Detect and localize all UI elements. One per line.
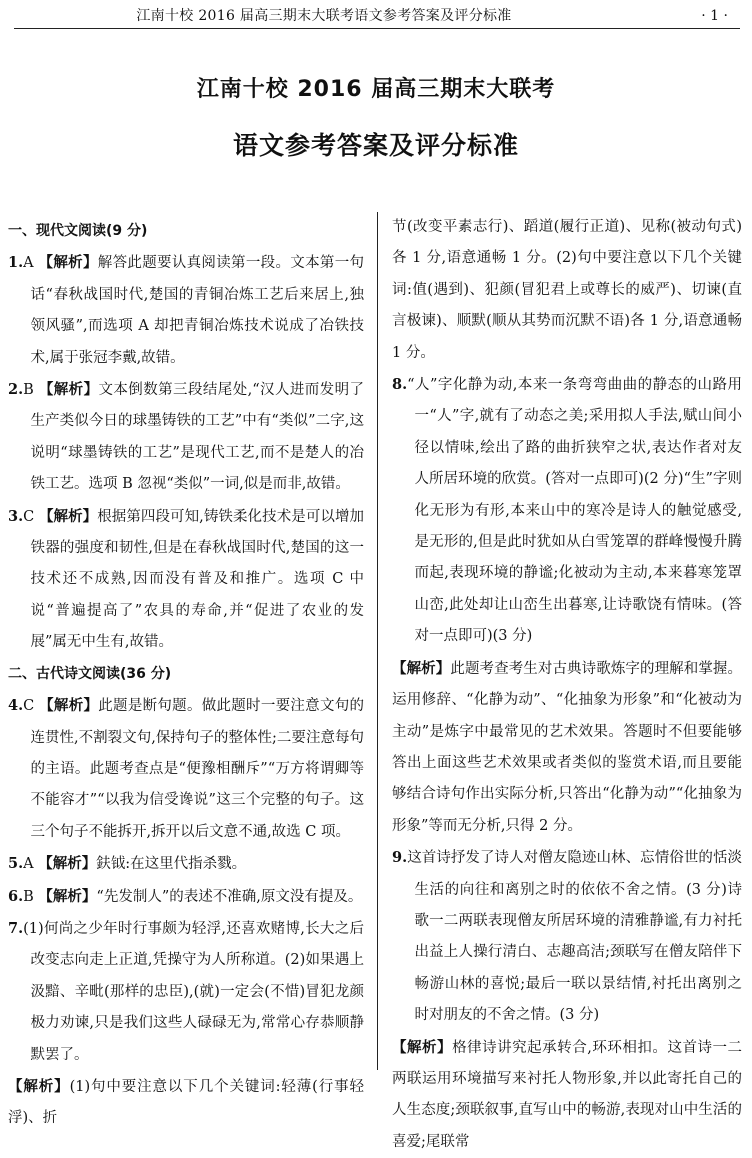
page-header bbox=[14, 6, 740, 29]
question-number: 6. bbox=[8, 887, 24, 905]
column-divider bbox=[377, 212, 378, 1070]
analysis-label: 【解析】 bbox=[38, 507, 98, 525]
analysis-text: (1)句中要注意以下几个关键词:轻薄(行事轻浮)、折 bbox=[8, 1078, 364, 1127]
question-number: 1. bbox=[8, 254, 24, 272]
question-number: 5. bbox=[8, 855, 24, 873]
answer-choice: A bbox=[23, 255, 34, 272]
answer-item-6 bbox=[8, 881, 364, 913]
analysis-text: 根据第四段可知,铸铁柔化技术是可以增加铁器的强度和韧性,但是在春秋战国时代,楚国的这一技术还不成熟,因而没有普及和推广。选项 C 中说“普遍提高了”农具的寿命,并“促进了农业的发展”属无中生有,故错。 bbox=[30, 508, 364, 651]
question-number: 9. bbox=[392, 849, 408, 867]
left-column bbox=[8, 216, 364, 1135]
answer-text: “人”字化静为动,本来一条弯弯曲曲的静态的山路用一“人”字,就有了动态之美;采用拟人手法,赋山间小径以情味,绘出了路的曲折狭窄之状,表达作者对友人所居环境的欣赏。(答对一点即可)(2 分)“生”字则化无形为有形,本来山中的寒冷是诗人的触觉感受,是无形的,但是此时犹如从白雪笼罩的群峰慢慢升腾而起,表现环境的静谧;化被动为主动,本来暮寒笼罩山峦,此处却让山峦生出暮寒,让诗歌饶有情味。(答对一点即可)(3 分) bbox=[407, 377, 742, 645]
analysis-label: 【解析】 bbox=[38, 254, 98, 272]
answer-item-2 bbox=[8, 374, 364, 501]
right-column bbox=[392, 212, 742, 1158]
analysis-label: 【解析】 bbox=[39, 697, 99, 715]
answer-text: (1)何尚之少年时行事颇为轻浮,还喜欢赌博,长大之后改变志向走上正道,凭操守为人所称道。(2)如果遇上汲黯、辛毗(那样的忠臣),(就)一定会(不惜)冒犯龙颜极力劝谏,只是我们这些人碌碌无为,常常心存恭顺静默罢了。 bbox=[23, 920, 364, 1063]
analysis-paragraph-9 bbox=[392, 1032, 742, 1158]
answer-choice: B bbox=[23, 382, 34, 399]
question-number: 7. bbox=[8, 919, 24, 937]
answer-item-9 bbox=[392, 842, 742, 1031]
answer-choice: B bbox=[23, 888, 34, 905]
analysis-text: 文本倒数第三段结尾处,“汉人进而发明了生产类似今日的球墨铸铁的工艺”中有“类似”二字,这说明“球墨铸铁的工艺”是现代工艺,而不是楚人的冶铁工艺。选项 B 忽视“类似”一词,似是而非,故错。 bbox=[30, 382, 364, 493]
answer-choice: A bbox=[23, 856, 34, 873]
analysis-label: 【解析】 bbox=[8, 1077, 70, 1095]
answer-item-3 bbox=[8, 501, 364, 659]
analysis-label: 【解析】 bbox=[38, 855, 97, 873]
answer-item-1 bbox=[8, 247, 364, 374]
analysis-label: 【解析】 bbox=[392, 659, 451, 677]
analysis-text: 鈇钺:在这里代指杀戮。 bbox=[96, 856, 247, 873]
analysis-text: 解答此题要认真阅读第一段。文本第一句话“春秋战国时代,楚国的青铜冶炼工艺后来居上,独领风骚”,而选项 A 却把青铜冶炼技术说成了冶铁技术,属于张冠李戴,故错。 bbox=[30, 255, 364, 366]
analysis-paragraph-7 bbox=[8, 1071, 364, 1135]
answer-item-5 bbox=[8, 848, 364, 880]
page-number: · 1 · bbox=[701, 8, 728, 24]
analysis-text: 此题是断句题。做此题时一要注意文句的连贯性,不割裂文句,保持句子的整体性;二要注意每句的主语。此题考查点是“便豫相酬斥”“万方将谓卿等不能容才”“以我为信受谗说”这三个完整的句子。这三个句子不能拆开,拆开以后文意不通,故选 C 项。 bbox=[30, 698, 364, 840]
analysis-label: 【解析】 bbox=[38, 381, 99, 399]
section-heading-modern: 一、现代文阅读(9 分) bbox=[8, 223, 148, 239]
analysis-label: 【解析】 bbox=[38, 887, 97, 905]
question-number: 2. bbox=[8, 381, 24, 399]
answer-text: 这首诗抒发了诗人对僧友隐迹山林、忘情俗世的恬淡生活的向往和离别之时的依依不舍之情。(3 分)诗歌一二两联表现僧友所居环境的清雅静谧,有力衬托出益上人操行清白、志趣高洁;颈联写在僧友陪伴下畅游山林的喜悦;最后一联以景结情,衬托出离别之时对朋友的不舍之情。(3 分) bbox=[407, 850, 742, 1024]
document-subtitle: 语文参考答案及评分标准 bbox=[232, 131, 519, 160]
question-number: 3. bbox=[8, 507, 24, 525]
answer-choice: C bbox=[23, 698, 35, 715]
analysis-text: “先发制人”的表述不准确,原文没有提及。 bbox=[96, 888, 363, 905]
answer-item-7-continued: 节(改变平素志行)、蹈道(履行正道)、见称(被动句式)各 1 分,语意通畅 1 分。(2)句中要注意以下几个关键词:值(遇到)、犯颜(冒犯君上或尊长的威严)、切谏(直言极谏)、顺默(顺从其势而沉默不语)各 1 分,语意通畅 1 分。 bbox=[392, 219, 742, 361]
question-number: 8. bbox=[392, 376, 408, 394]
answer-item-4 bbox=[8, 690, 364, 848]
section-heading-classical: 二、古代诗文阅读(36 分) bbox=[8, 665, 172, 682]
analysis-label: 【解析】 bbox=[392, 1038, 453, 1056]
answer-item-7 bbox=[8, 913, 364, 1071]
question-number: 4. bbox=[8, 697, 24, 715]
analysis-text: 此题考查考生对古典诗歌炼字的理解和掌握。运用修辞、“化静为动”、“化抽象为形象”和“化被动为主动”是炼字中最常见的艺术效果。答题时不但要能够答出上面这些艺术效果或者类似的鉴赏术语,而且要能够结合诗句作出实际分析,只答出“化静为动”“化抽象为形象”等而无分析,只得 2 分。 bbox=[392, 660, 742, 834]
analysis-text: 格律诗讲究起承转合,环环相扣。这首诗一二两联运用环境描写来衬托人物形象,并以此寄托自己的人生态度;颈联叙事,直写山中的畅游,表现对山中生活的喜爱;尾联常 bbox=[392, 1039, 742, 1150]
document-title: 江南十校 2016 届高三期末大联考 bbox=[196, 77, 556, 102]
header-title: 江南十校 2016 届高三期末大联考语文参考答案及评分标准 bbox=[136, 8, 512, 24]
analysis-paragraph-8 bbox=[392, 653, 742, 842]
answer-choice: C bbox=[23, 508, 35, 525]
answer-item-8 bbox=[392, 369, 742, 653]
